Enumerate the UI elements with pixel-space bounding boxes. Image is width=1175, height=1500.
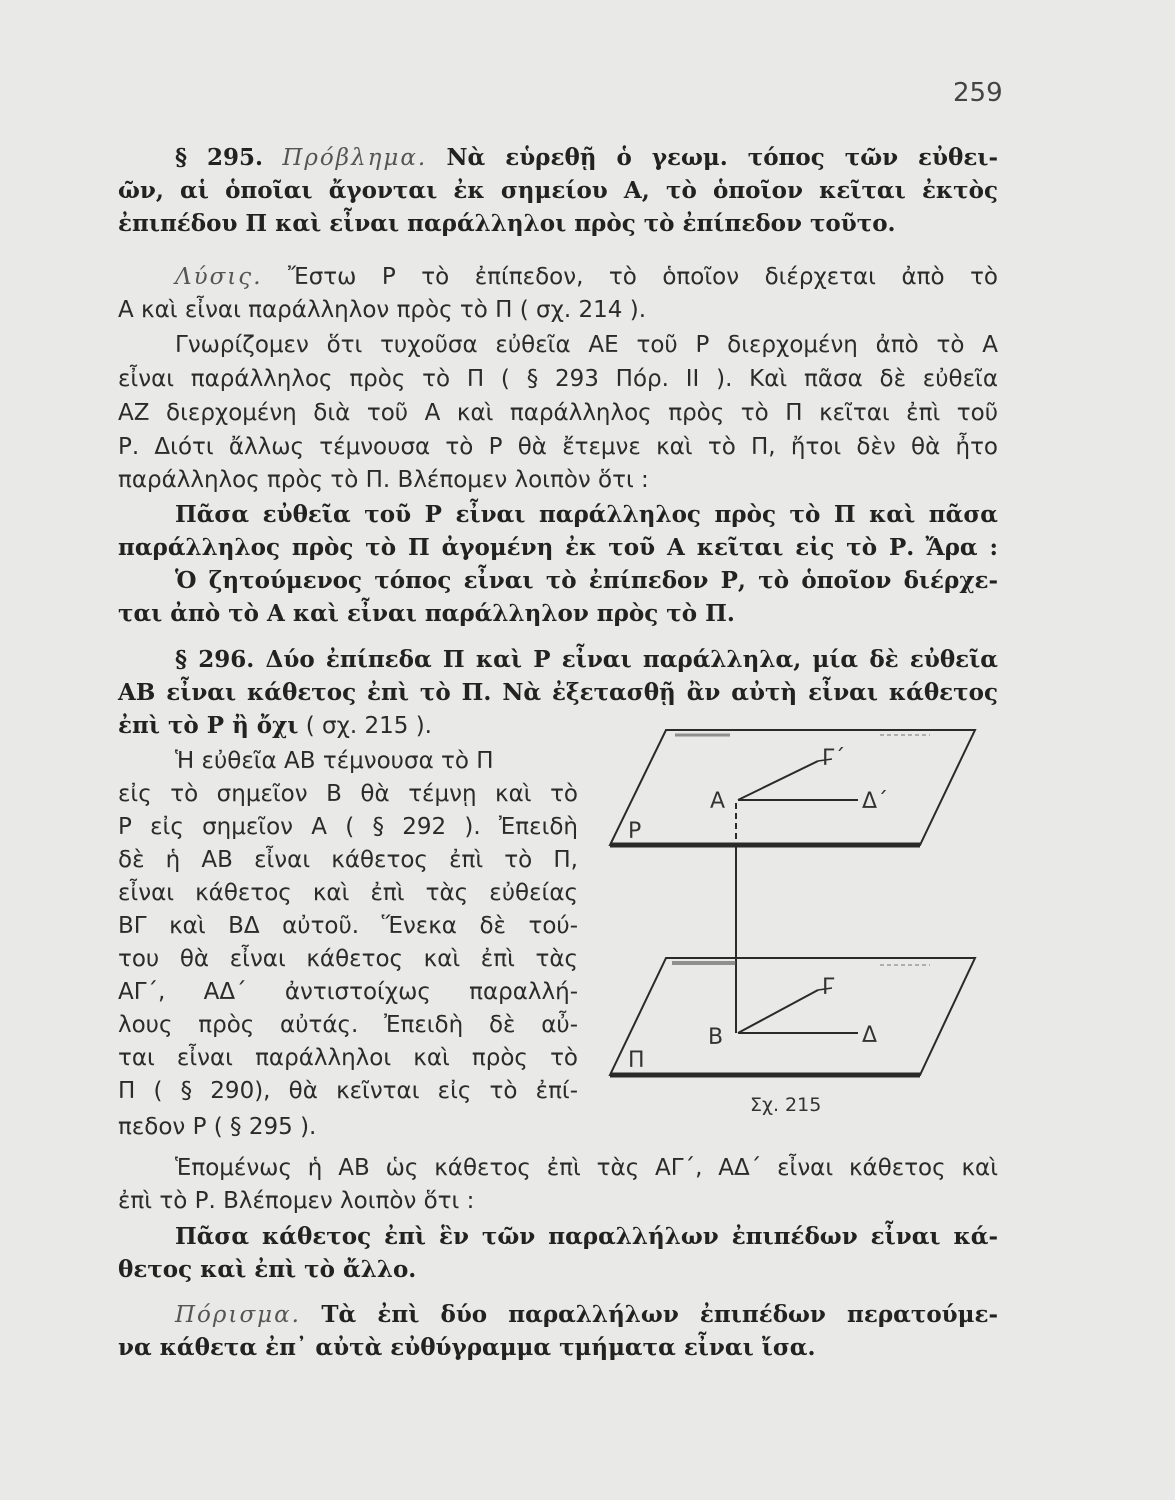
page-number: 259 (953, 78, 1003, 108)
corollary-line-1 (175, 1300, 998, 1330)
label-p-upper: Ρ (628, 819, 642, 844)
label-d: Δ (862, 1023, 878, 1048)
corollary-line-2: να κάθετα ἐπ᾽ αὐτὰ εὐθύγραμμα τμήματα εἶναι ἴσα. (118, 1334, 816, 1361)
conclusion-line-1: Ἑπομένως ἡ ΑΒ ὡς κάθετος ἐπὶ τὰς ΑΓ΄, ΑΔ΄ εἶναι κάθετος καὶ (175, 1155, 998, 1181)
figure-caption: Σχ. 215 (750, 1094, 822, 1115)
s296-figref: ( σχ. 215 ). (305, 713, 432, 739)
label-b: Β (708, 1025, 724, 1050)
solution-text: Ἔστω Ρ τὸ ἐπίπεδον, τὸ ὁποῖον διέρχεται ἀπὸ τὸ (288, 264, 999, 290)
proof-line-7: του θὰ εἶναι κάθετος καὶ ἐπὶ τὰς (118, 946, 578, 972)
corollary-text: Τὰ ἐπὶ δύο παραλλήλων ἐπιπέδων περατούμε- (321, 1301, 998, 1328)
solution-label: Λύσις. (175, 264, 263, 290)
theorem1-line-1: Πᾶσα εὐθεῖα τοῦ Ρ εἶναι παράλληλος πρὸς τὸ Π καὶ πᾶσα (175, 501, 998, 528)
solution-line-1 (175, 262, 998, 292)
proof-line-9: λους πρὸς αὐτάς. Ἐπειδὴ δὲ αὖ- (118, 1012, 578, 1038)
label-g: Γ (822, 975, 835, 1000)
label-d-prime: Δ΄ (862, 789, 889, 814)
proof-line-5: εἶναι κάθετος καὶ ἐπὶ τὰς εὐθείας (118, 880, 578, 906)
label-g-prime: Γ΄ (822, 746, 846, 771)
s295-line-3: ἐπιπέδου Π καὶ εἶναι παράλληλοι πρὸς τὸ ἐπίπεδον τοῦτο. (118, 210, 896, 237)
section-mark: § 295. (175, 144, 264, 171)
theorem1-line-3: Ὁ ζητούμενος τόπος εἶναι τὸ ἐπίπεδον Ρ, τὸ ὁποῖον διέρχε- (175, 567, 998, 594)
para2-line-5: παράλληλος πρὸς τὸ Π. Βλέπομεν λοιπὸν ὅτι : (118, 467, 649, 493)
para2-line-1: Γνωρίζομεν ὅτι τυχοῦσα εὐθεῖα ΑΕ τοῦ Ρ διερχομένη ἀπὸ τὸ Α (175, 332, 998, 358)
proof-line-10: ται εἶναι παράλληλοι καὶ πρὸς τὸ (118, 1045, 578, 1071)
theorem1-line-2-text: παράλληλος πρὸς τὸ Π ἀγομένη ἐκ τοῦ Α κεῖται εἰς τὸ Ρ. (118, 534, 915, 561)
proof-line-11: Π ( § 290), θὰ κεῖνται εἰς τὸ ἐπί- (118, 1078, 578, 1104)
corollary-label: Πόρισμα. (175, 1302, 301, 1328)
proof-line-1: Ἡ εὐθεῖα ΑΒ τέμνουσα τὸ Π (175, 748, 494, 774)
conclusion-line-2: ἐπὶ τὸ Ρ. Βλέπομεν λοιπὸν ὅτι : (118, 1188, 475, 1214)
proof-line-12: πεδον Ρ ( § 295 ). (118, 1114, 317, 1140)
line-b-g (738, 990, 818, 1033)
proof-line-6: ΒΓ καὶ ΒΔ αὐτοῦ. Ἕνεκα δὲ τού- (118, 913, 578, 939)
label-a: Α (710, 789, 726, 814)
problem-label: Πρόβλημα. (282, 145, 428, 171)
s295-line-1 (175, 143, 998, 173)
s296-line-3-text: ἐπὶ τὸ Ρ ἢ ὄχι (118, 712, 299, 739)
proof-line-4: δὲ ἡ ΑΒ εἶναι κάθετος ἐπὶ τὸ Π, (118, 847, 578, 873)
theorem1-ara: Ἄρα : (925, 534, 998, 561)
theorem1-line-2 (118, 533, 998, 563)
proof-line-3: Ρ εἰς σημεῖον Α ( § 292 ). Ἐπειδὴ (118, 814, 578, 840)
proof-line-8: ΑΓ΄, ΑΔ΄ ἀντιστοίχως παραλλή- (118, 979, 578, 1005)
problem-text: Νὰ εὑρεθῇ ὁ γεωμ. τόπος τῶν εὐθει- (446, 144, 998, 171)
s295-line-2: ῶν, αἱ ὁποῖαι ἄγονται ἐκ σημείου Α, τὸ ὁποῖον κεῖται ἐκτὸς (118, 177, 998, 204)
theorem1-line-4: ται ἀπὸ τὸ Α καὶ εἶναι παράλληλον πρὸς τὸ Π. (118, 600, 735, 627)
para2-line-2: εἶναι παράλληλος πρὸς τὸ Π ( § 293 Πόρ. ΙΙ ). Καὶ πᾶσα δὲ εὐθεῖα (118, 366, 998, 392)
s296-line-2: ΑΒ εἶναι κάθετος ἐπὶ τὸ Π. Νὰ ἐξετασθῇ ἂν αὐτὴ εἶναι κάθετος (118, 679, 998, 706)
label-p-lower: Π (628, 1048, 645, 1073)
solution-line-2: Α καὶ εἶναι παράλληλον πρὸς τὸ Π ( σχ. 214 ). (118, 297, 647, 323)
figure-215 (600, 715, 1000, 1115)
theorem2-line-2: θετος καὶ ἐπὶ τὸ ἄλλο. (118, 1256, 417, 1283)
theorem2-line-1: Πᾶσα κάθετος ἐπὶ ἓν τῶν παραλλήλων ἐπιπέδων εἶναι κά- (175, 1223, 998, 1250)
para2-line-4: Ρ. Διότι ἄλλως τέμνουσα τὸ Ρ θὰ ἔτεμνε καὶ τὸ Π, ἤτοι δὲν θὰ ἦτο (118, 434, 998, 460)
s296-line-1: § 296. Δύο ἐπίπεδα Π καὶ Ρ εἶναι παράλληλα, μία δὲ εὐθεῖα (175, 646, 998, 673)
line-a-g-prime (738, 761, 818, 800)
plane-pi-lower (610, 958, 975, 1075)
para2-line-3: ΑΖ διερχομένη διὰ τοῦ Α καὶ παράλληλος πρὸς τὸ Π κεῖται ἐπὶ τοῦ (118, 400, 998, 426)
proof-line-2: εἰς τὸ σημεῖον Β θὰ τέμνῃ καὶ τὸ (118, 781, 578, 807)
plane-p-upper (610, 730, 975, 845)
